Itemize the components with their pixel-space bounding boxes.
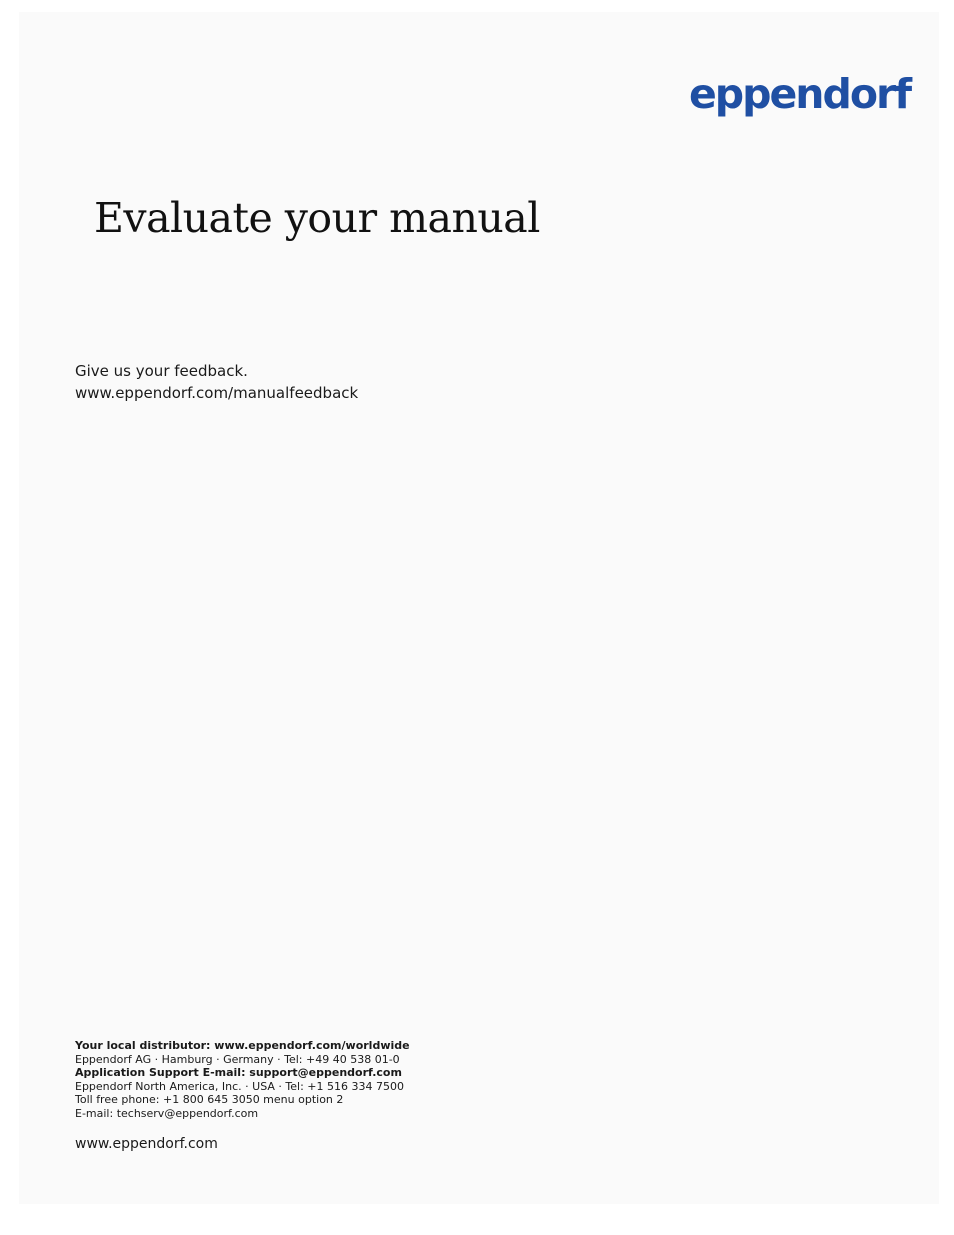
hq-contact-line: Eppendorf AG · Hamburg · Germany · Tel: +49 40 538 01-0 xyxy=(75,1052,400,1066)
contact-footer xyxy=(75,1039,410,1121)
website-link[interactable]: www.eppendorf.com xyxy=(75,1136,218,1152)
page-title: Evaluate your manual xyxy=(94,194,540,242)
feedback-url-link[interactable]: www.eppendorf.com/manualfeedback xyxy=(75,384,359,402)
techserv-email-line: E-mail: techserv@eppendorf.com xyxy=(75,1106,259,1120)
toll-free-line: Toll free phone: +1 800 645 3050 menu option 2 xyxy=(75,1093,344,1107)
north-america-contact-line: Eppendorf North America, Inc. · USA · Tel: +1 516 334 7500 xyxy=(75,1079,404,1093)
eppendorf-logo: eppendorf xyxy=(689,70,911,118)
support-email-line: Application Support E-mail: support@eppendorf.com xyxy=(75,1066,402,1080)
back-cover-page xyxy=(19,12,939,1204)
feedback-section xyxy=(75,360,358,404)
feedback-prompt: Give us your feedback. xyxy=(75,362,248,380)
distributor-line: Your local distributor: www.eppendorf.com/worldwide xyxy=(75,1039,410,1052)
